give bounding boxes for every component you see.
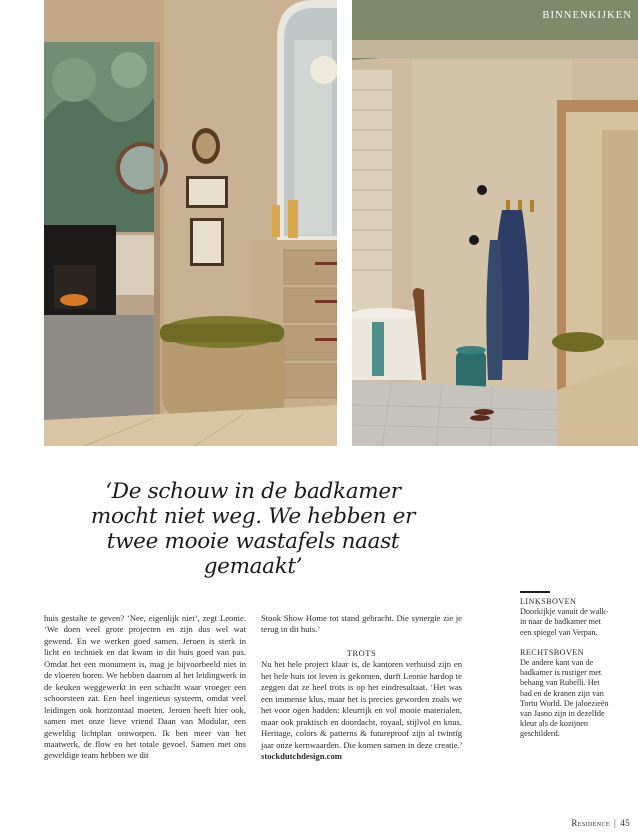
column-2-intro: Stook Show Home tot stand gebracht. Die synergie zie je terug in dit huis.’ <box>261 613 462 635</box>
article-column-2 <box>261 613 462 762</box>
page-number: 45 <box>620 818 630 828</box>
caption-heading: LINKSBOVEN <box>520 597 577 606</box>
subhead-trots: TROTS <box>346 648 377 658</box>
photo-bathroom <box>352 0 638 446</box>
caption-rechtsboven <box>520 648 610 740</box>
captions <box>520 597 610 750</box>
section-label: BINNENKIJKEN <box>542 10 632 21</box>
pull-quote: ‘De schouw in de badkamer mocht niet weg. We hebben er twee mooie wastafels naast gemaakt’ <box>90 479 416 579</box>
caption-linksboven <box>520 597 610 638</box>
column-2-body <box>261 659 462 762</box>
caption-rule <box>520 591 550 593</box>
footer-separator: | <box>613 818 617 828</box>
caption-heading: RECHTSBOVEN <box>520 647 584 657</box>
column-1-text: huis gestalte te geven? ‘Nee, eigenlijk niet’, zegt Leonie. ‘We doen veel grote projecten en zijn dus wel wat gewend. En we werken goed samen. Jeroen is sterk in licht en techniek en dat kwam in dit huis goed van pas. Omdat het een monument is, mag je bijvoorbeeld niet in de vloeren boren. We hebben daarom al het leidingwerk in de keuken weggewerkt in een schacht waar vroeger een schoorsteen zat. Een heel ingenieus systeem, omdat veel leidingen ook horizontaal moeten. Jeroen heeft hier ook, samen met onze lieve vriend Daan van Modular, een geweldig lichtplan ontworpen. Ik ben meer van het maatwerk, de flow en het totale gevoel. Samen met ons geweldige team hebben we dit <box>44 613 246 761</box>
photo-walk-in-closet <box>44 0 337 446</box>
page-footer <box>571 818 630 828</box>
article-column-1 <box>44 613 246 762</box>
caption-text: Doorkijkje vanuit de walk-in naar de badkamer met een spiegel van Verpan. <box>520 607 609 637</box>
column-2-body-text: Nu het hele project klaar is, de kantoren verhuisd zijn en het hele huis tot leven is gekomen, durft Leonie hardop te zeggen dat ze heel trots is op het eindresultaat. ‘Het was een immense klus, maar het is precies geworden zoals we het voor ogen hadden: kleurrijk en vol mooie materialen, maar ook praktisch en doordacht, royaal, stijlvol en knus. Heritage, colors & patterns & futureproof zijn al twintig jaar onze kernwaarden. Die komen samen in deze creatie.’ <box>261 659 462 750</box>
credit-link[interactable]: stockdutchdesign.com <box>261 750 342 761</box>
caption-text: De andere kant van de badkamer is rustiger met behang van Rubelli. Het bad en de kranen zijn van Tortu World. De jaloezieën van Jasno zijn in dezelfde kleur als de kozijnen geschilderd. <box>520 658 609 739</box>
magazine-name: Residence <box>571 818 610 828</box>
